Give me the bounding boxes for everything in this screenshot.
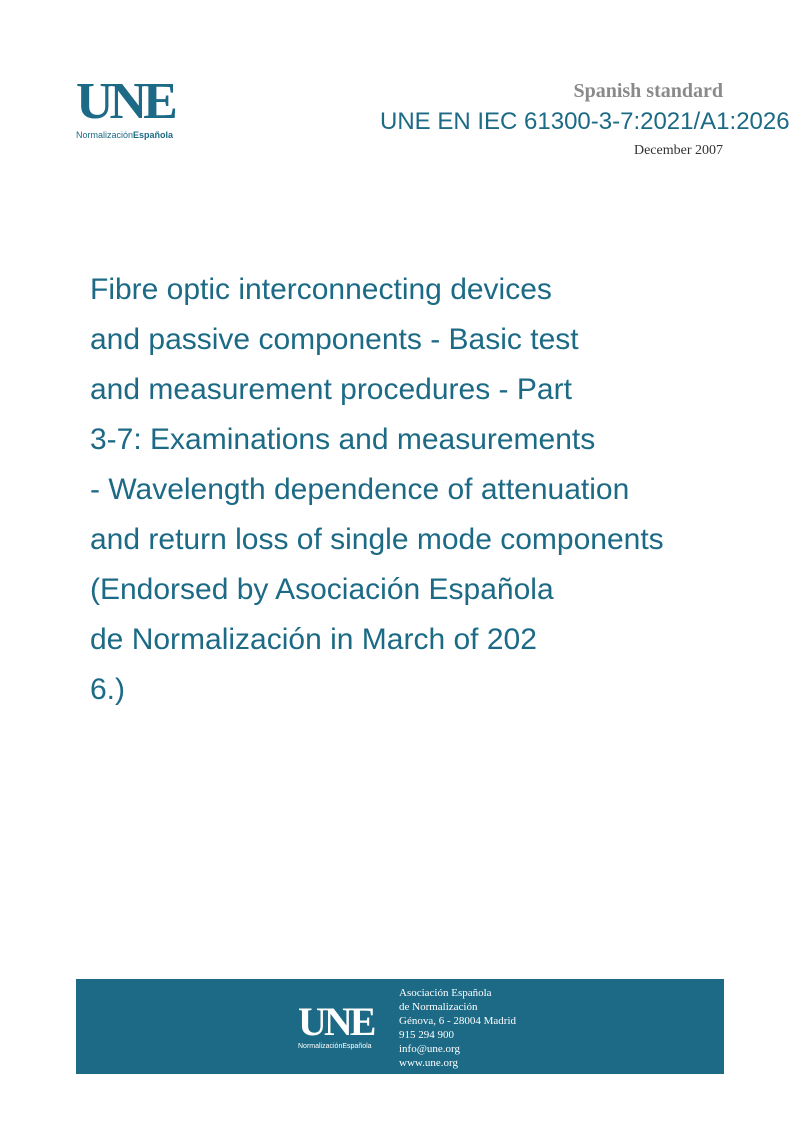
logo-tagline: [76, 130, 216, 140]
website-link[interactable]: www.une.org: [399, 1057, 458, 1069]
footer-band: [76, 979, 724, 1074]
document-type: Spanish standard: [573, 80, 723, 102]
title-line: Fibre optic interconnecting devices: [90, 273, 552, 306]
footer-une-logo: [298, 999, 388, 1050]
title-line: (Endorsed by Asociación Española: [90, 573, 554, 606]
title-line: and measurement procedures - Part: [90, 373, 572, 406]
document-title: [90, 265, 780, 715]
phone-line: 915 294 900: [399, 1029, 454, 1041]
title-line: 3-7: Examinations and measurements: [90, 423, 596, 456]
footer-logo-tagline: [298, 1043, 388, 1050]
publication-date: December 2007: [633, 143, 723, 158]
title-line: and return loss of single mode components: [90, 523, 664, 556]
logo-wordmark: UNE: [76, 73, 174, 130]
contact-info: [399, 986, 516, 1070]
title-line: 6.): [90, 673, 126, 706]
org-name-line: Asociación Española: [399, 987, 492, 999]
logo-tagline-b: Española: [133, 130, 174, 140]
une-logo: [76, 73, 216, 146]
title-line: de Normalización in March of 202: [90, 623, 537, 656]
title-line: - Wavelength dependence of attenuation: [90, 473, 630, 506]
email-link[interactable]: info@une.org: [399, 1043, 460, 1055]
title-line: and passive components - Basic test: [90, 323, 579, 356]
org-name-line: de Normalización: [399, 1001, 478, 1013]
footer-logo-tagline-b: Española: [342, 1043, 372, 1050]
logo-tagline-a: Normalización: [76, 130, 134, 140]
address-line: Génova, 6 - 28004 Madrid: [399, 1015, 517, 1027]
footer-logo-tagline-a: Normalización: [298, 1043, 343, 1050]
standard-code: UNE EN IEC 61300-3-7:2021/A1:2026: [380, 108, 790, 135]
footer-logo-wordmark: UNE: [298, 999, 374, 1044]
